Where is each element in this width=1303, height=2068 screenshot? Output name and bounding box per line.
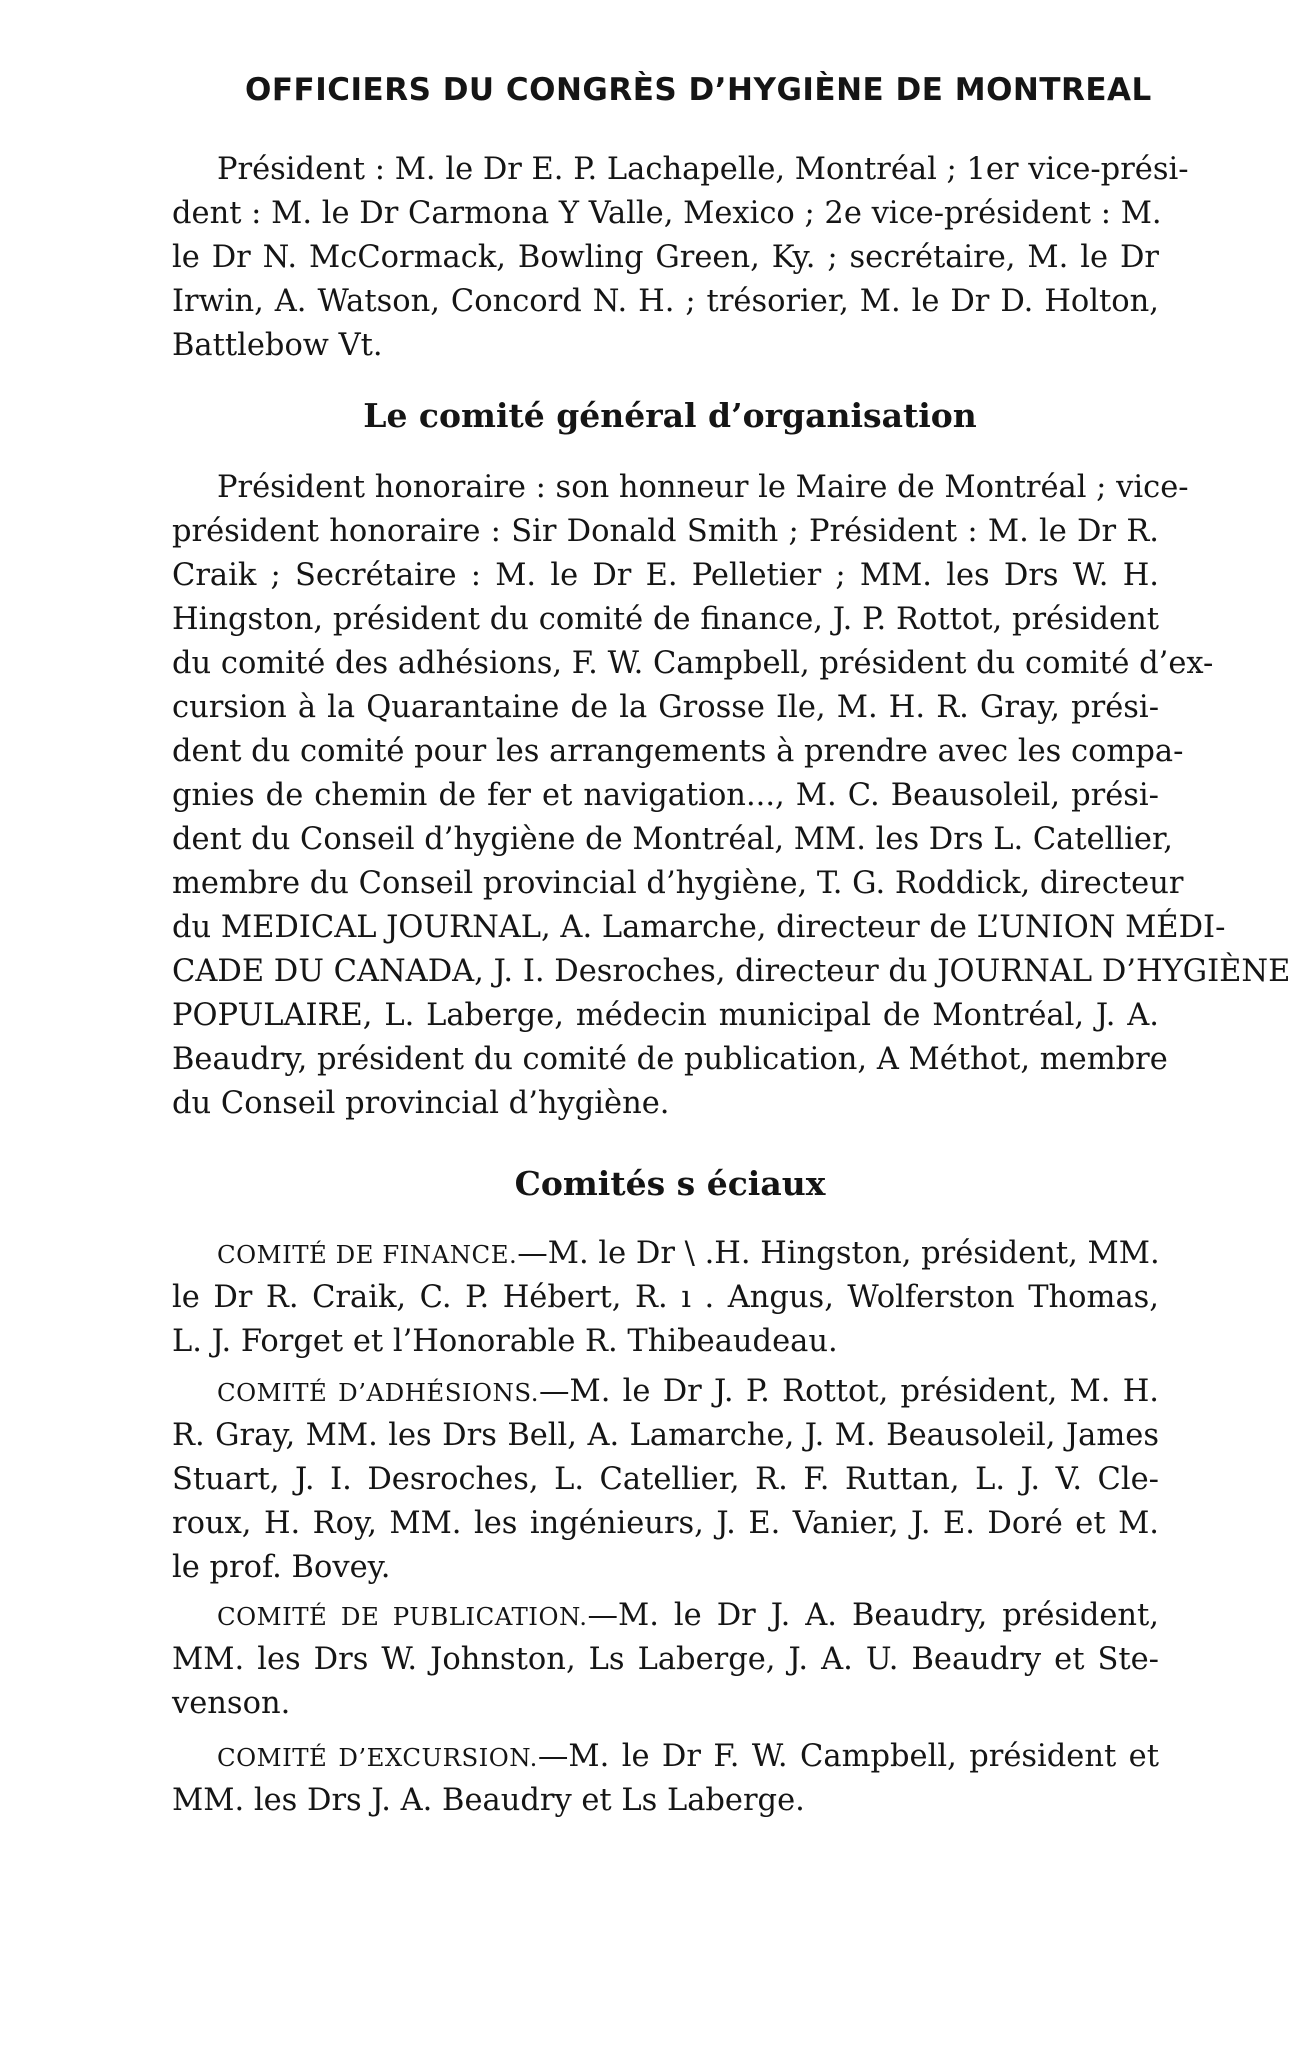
- text-line: Beaudry, président du comité de publication, A Méthot, membre: [172, 1042, 1168, 1077]
- text-line: président honoraire : Sir Donald Smith ; Président : M. le Dr R.: [172, 514, 1159, 549]
- text-span: —M. le Dr \ .H. Hingston, président, MM.: [517, 1236, 1160, 1271]
- text-line: R. Gray, MM. les Drs Bell, A. Lamarche, J. M. Beausoleil, James: [172, 1418, 1159, 1453]
- text-line: du MEDICAL JOURNAL, A. Lamarche, directeur de L’UNION MÉDI-: [172, 910, 1226, 945]
- committee-label: COMITÉ D’EXCURSION.: [217, 1743, 538, 1772]
- comite-general-paragraph: [172, 466, 1291, 1126]
- text-line: Battlebow Vt.: [172, 328, 383, 363]
- text-line: dent du Conseil d’hygiène de Montréal, MM. les Drs L. Catellier,: [172, 822, 1173, 857]
- text-line: Irwin, A. Watson, Concord N. H. ; trésorier, M. le Dr D. Holton,: [172, 284, 1159, 319]
- text-line: du Conseil provincial d’hygiène.: [172, 1086, 670, 1121]
- text-line: Craik ; Secrétaire : M. le Dr E. Pelletier ; MM. les Drs W. H.: [172, 558, 1159, 593]
- text-line: dent : M. le Dr Carmona Y Valle, Mexico ; 2e vice-président : M.: [172, 196, 1162, 231]
- comite-finance-paragraph: [172, 1232, 1159, 1364]
- text-line: le prof. Bovey.: [172, 1550, 391, 1585]
- section-heading-comites-speciaux: Comités s éciaux: [514, 1164, 826, 1203]
- officers-paragraph: [172, 148, 1189, 368]
- text-line: venson.: [172, 1686, 291, 1721]
- text-line: Président honoraire : son honneur le Maire de Montréal ; vice-: [217, 470, 1189, 505]
- text-line: L. J. Forget et l’Honorable R. Thibeaudeau.: [172, 1324, 838, 1359]
- text-line: cursion à la Quarantaine de la Grosse Ile, M. H. R. Gray, prési-: [172, 690, 1159, 725]
- text-line: gnies de chemin de fer et navigation..., M. C. Beausoleil, prési-: [172, 778, 1159, 813]
- text-line: Hingston, président du comité de finance, J. P. Rottot, président: [172, 602, 1159, 637]
- text-span: —M. le Dr F. W. Campbell, président et: [537, 1739, 1159, 1774]
- text-span: —M. le Dr J. P. Rottot, président, M. H.: [538, 1374, 1159, 1409]
- text-line: roux, H. Roy, MM. les ingénieurs, J. E. Vanier, J. E. Doré et M.: [172, 1506, 1159, 1541]
- committee-label: COMITÉ DE FINANCE.: [217, 1240, 518, 1269]
- page-title: OFFICIERS DU CONGRÈS D’HYGIÈNE DE MONTREAL: [245, 72, 1152, 108]
- committee-label: COMITÉ D’ADHÉSIONS.: [217, 1378, 539, 1407]
- text-line: [172, 1735, 1159, 1779]
- text-line: Président : M. le Dr E. P. Lachapelle, Montréal ; 1er vice-prési-: [217, 152, 1189, 187]
- comite-adhesions-paragraph: [172, 1370, 1159, 1590]
- comite-publication-paragraph: [172, 1594, 1159, 1726]
- text-line: MM. les Drs J. A. Beaudry et Ls Laberge.: [172, 1783, 805, 1818]
- text-line: POPULAIRE, L. Laberge, médecin municipal de Montréal, J. A.: [172, 998, 1159, 1033]
- text-line: [172, 1370, 1159, 1414]
- text-line: du comité des adhésions, F. W. Campbell, président du comité d’ex-: [172, 646, 1214, 681]
- text-line: membre du Conseil provincial d’hygiène, T. G. Roddick, directeur: [172, 866, 1184, 901]
- text-line: le Dr N. McCormack, Bowling Green, Ky. ; secrétaire, M. le Dr: [172, 240, 1159, 275]
- comite-excursion-paragraph: [172, 1735, 1159, 1823]
- text-line: MM. les Drs W. Johnston, Ls Laberge, J. A. U. Beaudry et Ste-: [172, 1642, 1159, 1677]
- text-line: [172, 1594, 1159, 1638]
- text-line: dent du comité pour les arrangements à prendre avec les compa-: [172, 734, 1184, 769]
- committee-label: COMITÉ DE PUBLICATION.: [217, 1602, 588, 1631]
- text-line: Stuart, J. I. Desroches, L. Catellier, R. F. Ruttan, L. J. V. Cle-: [172, 1462, 1159, 1497]
- text-span: —M. le Dr J. A. Beaudry, président,: [587, 1598, 1159, 1633]
- text-line: [172, 1232, 1159, 1276]
- text-line: CADE DU CANADA, J. I. Desroches, directeur du JOURNAL D’HYGIÈNE: [172, 954, 1291, 989]
- text-line: le Dr R. Craik, C. P. Hébert, R. ı . Angus, Wolferston Thomas,: [172, 1280, 1159, 1315]
- section-heading-comite-general: Le comité général d’organisation: [363, 396, 977, 435]
